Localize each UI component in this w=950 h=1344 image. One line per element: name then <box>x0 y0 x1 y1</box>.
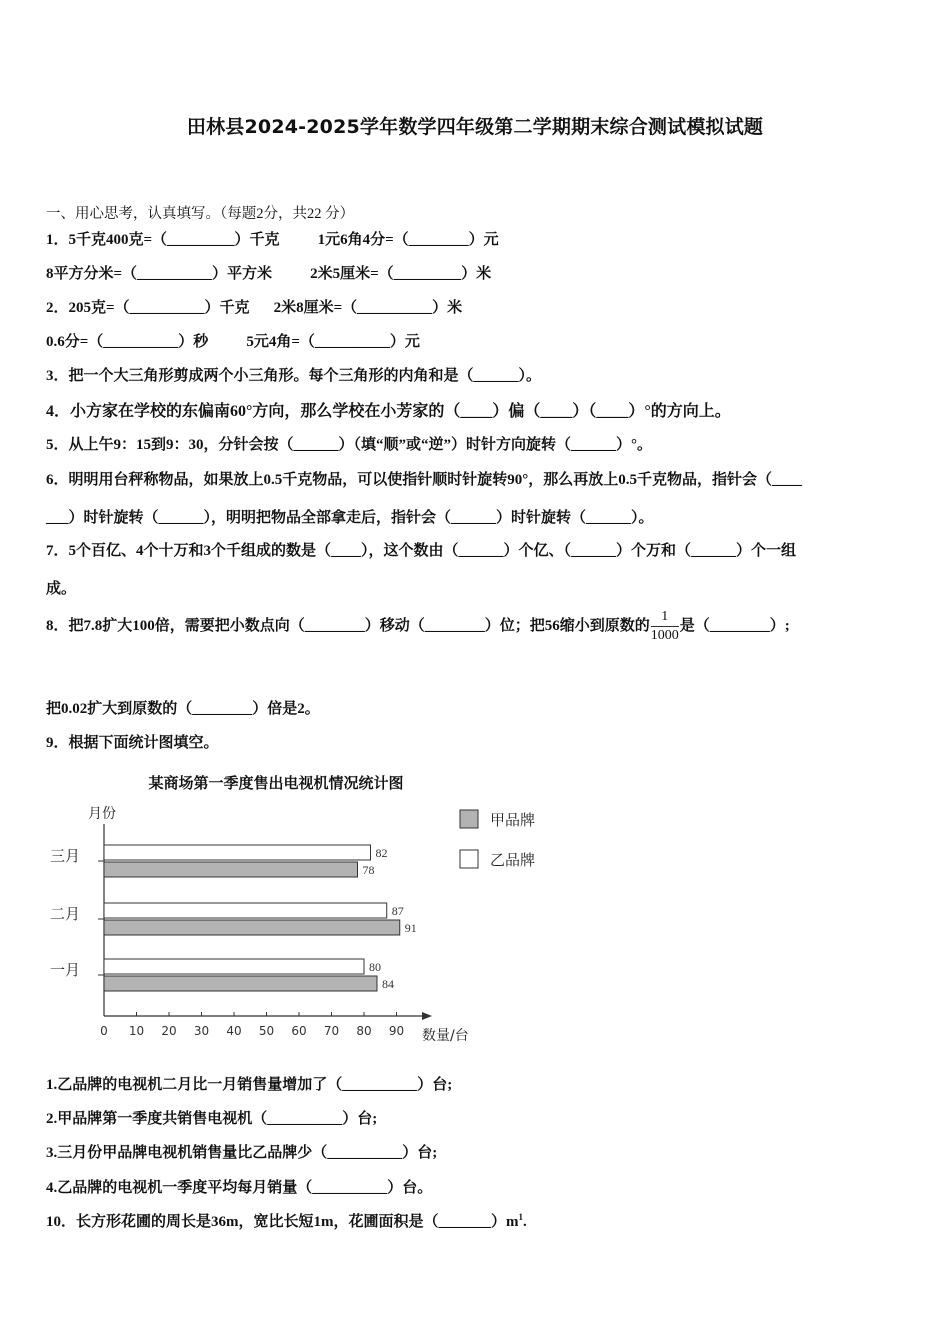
fraction <box>651 608 679 645</box>
question-8-line-2: 把0.02扩大到原数的（________）倍是2。 <box>46 701 320 717</box>
x-tick-label: 80 <box>356 1024 372 1038</box>
question-1-line-2 <box>46 262 491 283</box>
x-tick-label: 30 <box>193 1024 210 1038</box>
question-9: 9．根据下面统计图填空。 <box>46 735 219 751</box>
question-1-line-1 <box>46 228 499 249</box>
x-tick-label: 60 <box>291 1024 307 1038</box>
question-6-line-2: ___）时针旋转（______），明明把物品全部拿走后，指针会（______）时针旋转（______）。 <box>46 510 654 526</box>
chart-x-axis-label: 数量/台 <box>422 1028 469 1044</box>
x-tick-label: 90 <box>388 1024 405 1038</box>
question-10-superscript: 1 <box>518 1212 523 1222</box>
data-label: 82 <box>375 846 388 860</box>
question-1d: 2米5厘米=（_________）米 <box>310 266 492 282</box>
question-10 <box>46 1210 527 1231</box>
bar <box>104 903 387 918</box>
question-6-line-1: 6．明明用台秤称物品，如果放上0.5千克物品，可以使指针顺时针旋转90°，那么再放上0.5千克物品，指针会（____ <box>46 472 803 488</box>
bar <box>104 845 371 860</box>
category-label: 二月 <box>50 905 81 923</box>
category-label: 三月 <box>50 847 81 865</box>
x-tick-label: 70 <box>323 1024 340 1038</box>
chart-legend <box>460 810 535 869</box>
x-tick-label: 0 <box>100 1024 108 1038</box>
bar <box>104 976 377 991</box>
chart-title: 某商场第一季度售出电视机情况统计图 <box>148 774 404 792</box>
fraction-numerator: 1 <box>651 608 679 627</box>
question-4: 4．小方家在学校的东偏南60°方向，那么学校在小芳家的（____）偏（____）（____）°的方向上。 <box>46 403 731 420</box>
question-8a: 8．把7.8扩大100倍，需要把小数点向（________）移动（________）位；把56缩小到原数的 <box>46 617 650 634</box>
subquestion-9-3: 3.三月份甲品牌电视机销售量比乙品牌少（__________）台; <box>46 1145 438 1161</box>
bar <box>104 920 400 935</box>
subquestion-9-1: 1.乙品牌的电视机二月比一月销售量增加了（__________）台; <box>46 1077 453 1093</box>
bar <box>104 862 358 877</box>
data-label: 87 <box>391 904 404 918</box>
section-heading: 一、用心思考，认真填写。（每题2分，共22 分） <box>46 206 355 222</box>
chart-bars <box>50 845 417 991</box>
subquestion-9-2: 2.甲品牌第一季度共销售电视机（__________）台; <box>46 1111 378 1127</box>
question-10-end: . <box>523 1214 527 1230</box>
question-2c: 0.6分=（__________）秒 <box>46 334 209 350</box>
bar-chart <box>46 766 566 1056</box>
fraction-denominator: 1000 <box>650 628 679 643</box>
question-8-line-1 <box>46 608 790 645</box>
page-title: 田林县2024-2025学年数学四年级第二学期期末综合测试模拟试题 <box>186 116 764 138</box>
chart-y-axis-label: 月份 <box>88 806 116 822</box>
question-7-line-2: 成。 <box>46 581 77 597</box>
bar <box>104 959 364 974</box>
question-1a: 1．5千克400克=（_________）千克 <box>46 232 280 248</box>
data-label: 78 <box>362 863 375 877</box>
question-10-text: 10．长方形花圃的周长是36m，宽比长短1m，花圃面积是（_______）m <box>46 1214 519 1230</box>
x-tick-label: 40 <box>226 1024 242 1038</box>
question-2a: 2．205克=（__________）千克 <box>46 300 250 316</box>
x-tick-label: 50 <box>258 1024 275 1038</box>
legend-swatch <box>460 810 478 828</box>
x-tick-label: 10 <box>128 1024 145 1038</box>
question-2d: 5元4角=（__________）元 <box>246 334 420 350</box>
question-5: 5．从上午9：15到9：30，分针会按（______）（填“顺”或“逆”）时针方向旋转（______）°。 <box>46 437 653 453</box>
category-label: 一月 <box>50 961 81 979</box>
legend-label: 甲品牌 <box>490 811 536 829</box>
question-2b: 2米8厘米=（__________）米 <box>273 300 463 316</box>
question-2-line-1 <box>46 296 462 317</box>
x-tick-label: 20 <box>161 1024 177 1038</box>
data-label: 84 <box>382 977 394 991</box>
question-3: 3．把一个大三角形剪成两个小三角形。每个三角形的内角和是（______）。 <box>46 368 542 384</box>
question-2-line-2 <box>46 330 420 351</box>
data-label: 80 <box>369 960 381 974</box>
legend-swatch <box>460 850 478 868</box>
question-8b: 是（________）; <box>679 617 790 634</box>
data-label: 91 <box>404 921 417 935</box>
x-axis-arrow <box>422 1012 432 1020</box>
question-7-line-1: 7．5个百亿、4个十万和3个千组成的数是（____），这个数由（______）个亿、（______）个万和（______）个一组 <box>46 543 797 559</box>
question-1b: 1元6角4分=（________）元 <box>317 232 499 248</box>
legend-label: 乙品牌 <box>490 851 536 869</box>
question-1c: 8平方分米=（__________）平方米 <box>46 266 273 282</box>
subquestion-9-4: 4.乙品牌的电视机一季度平均每月销量（__________）台。 <box>46 1180 433 1196</box>
